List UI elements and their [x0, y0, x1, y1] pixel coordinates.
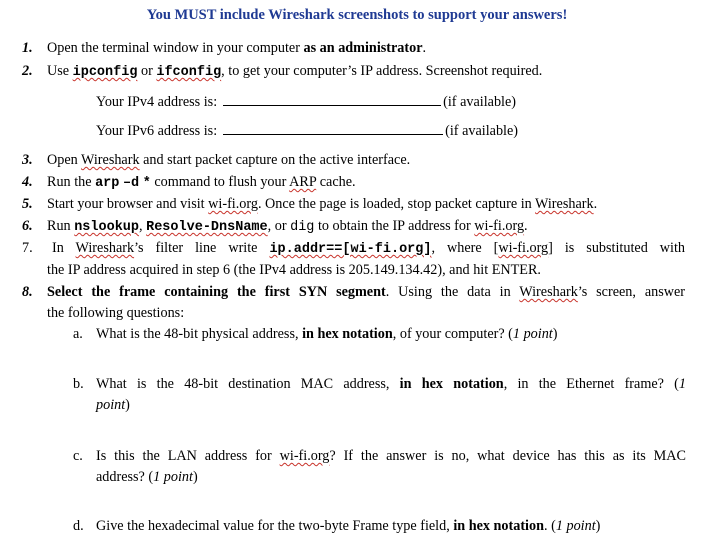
question-d [96, 517, 600, 535]
item-3-text: Open [47, 152, 82, 168]
item-4-rest: cache. [316, 174, 356, 190]
item-4 [47, 173, 356, 193]
question-a-bold: in hex notation [302, 326, 393, 342]
question-b-text: What is the 48-bit destination MAC address, [96, 376, 400, 392]
item-7-wifi-org: wi-fi.org [498, 240, 549, 256]
question-c-end: ) [192, 469, 198, 485]
item-2 [47, 62, 542, 82]
ipv6-label: Your IPv6 address is: [96, 123, 218, 139]
item-1-number: 1. [22, 40, 33, 56]
item-3 [47, 151, 410, 169]
item-6-text: Run [47, 218, 75, 234]
item-6-number: 6. [22, 218, 33, 234]
ipv6-if-available: (if available) [445, 123, 519, 139]
question-b-justified [96, 375, 686, 393]
item-1-bold: as an administrator [303, 40, 423, 56]
item-5-text: Start your browser and visit [47, 196, 209, 212]
question-a-text: What is the 48-bit physical address, [96, 326, 303, 342]
item-1-text: Open the terminal window in your computer [47, 40, 304, 56]
question-b-end: ) [125, 397, 130, 413]
item-3-number: 3. [22, 152, 33, 168]
question-b-line1 [96, 375, 686, 393]
question-b-letter: b. [73, 376, 84, 392]
item-5-wifi-org: wi-fi.org [208, 196, 258, 212]
item-4-arp: ARP [289, 174, 317, 190]
item-7-substituted: ] is substituted with [548, 240, 685, 256]
question-c-line1 [96, 447, 686, 465]
item-7-filter: ’s filter line write [134, 240, 270, 256]
question-d-end: ) [595, 518, 601, 534]
question-c-wifi-org: wi-fi.org [279, 448, 330, 464]
question-c-points: 1 point [153, 469, 193, 485]
item-4-number: 4. [22, 174, 33, 190]
item-1 [47, 39, 426, 57]
item-8-justified [47, 283, 685, 301]
ipv4-line [96, 93, 516, 111]
item-5-mid: . Once the page is loaded, stop packet capture in [257, 196, 536, 212]
question-c-line2 [96, 468, 198, 486]
item-7-number: 7. [22, 240, 33, 256]
ipv4-blank [223, 93, 441, 106]
item-6 [47, 217, 528, 237]
item-2-text: Use [47, 63, 73, 79]
item-7-wireshark: Wireshark [75, 240, 135, 256]
ipv4-if-available: (if available) [443, 94, 517, 110]
ipconfig-command: ipconfig [72, 65, 138, 80]
question-d-letter: d. [73, 518, 84, 534]
filter-expression: ip.addr==[wi-fi.org] [269, 242, 432, 257]
arp-command: arp [95, 176, 120, 191]
item-5 [47, 195, 597, 213]
item-7-line2: the IP address acquired in step 6 (the IPv4 address is 205.149.134.42), and hit ENTER. [47, 262, 541, 278]
item-1-end: . [422, 40, 427, 56]
title-text: You MUST include Wireshark screenshots to support your answers! [146, 7, 568, 23]
item-3-rest: and start packet capture on the active interface. [139, 152, 411, 168]
item-8-text: . Using the data in [385, 284, 520, 300]
item-3-wireshark: Wireshark [81, 152, 140, 168]
question-c-letter: c. [73, 448, 83, 464]
question-d-points: 1 point [555, 518, 596, 534]
item-4-text: Run the [47, 174, 96, 190]
question-b-bold: in hex notation [399, 376, 504, 392]
ipv6-line [96, 122, 518, 140]
item-6-comma: , [139, 218, 147, 234]
item-5-wireshark: Wireshark [535, 196, 594, 212]
question-b-points: 1 [678, 376, 686, 392]
question-a-end: ) [552, 326, 558, 342]
item-2-or: or [137, 63, 157, 79]
ipv6-blank [223, 122, 443, 135]
question-c-justified [96, 447, 686, 465]
item-6-end: . [524, 218, 528, 234]
item-8-wireshark: Wireshark [519, 284, 578, 300]
item-6-wifi-org: wi-fi.org [474, 218, 525, 234]
ifconfig-command: ifconfig [156, 65, 222, 80]
question-b-point-word: point [96, 397, 126, 413]
question-a-mid: , of your computer? ( [392, 326, 513, 342]
item-8-line1 [47, 283, 685, 301]
item-8-number: 8. [22, 284, 33, 300]
question-c-address: address? ( [96, 469, 154, 485]
item-6-or: , or [267, 218, 291, 234]
nslookup-command: nslookup [74, 220, 140, 235]
page-title [0, 6, 714, 24]
item-8-line2: the following questions: [47, 305, 185, 321]
item-8-rest: ’s screen, answer [577, 284, 685, 300]
question-d-mid: . ( [544, 518, 556, 534]
question-a [96, 325, 557, 343]
item-7-text: In [52, 240, 76, 256]
item-8-bold: Select the frame containing the first SYN segment [47, 284, 386, 300]
item-5-end: . [593, 196, 598, 212]
question-c-text: Is this the LAN address for [96, 448, 280, 464]
question-d-text: Give the hexadecimal value for the two-byte Frame type field, [96, 518, 454, 534]
ipv4-label: Your IPv4 address is: [96, 94, 218, 110]
question-a-points: 1 point [512, 326, 553, 342]
arp-flag: –d [122, 176, 140, 191]
item-2-number: 2. [22, 63, 33, 79]
item-4-mid: command to flush your [150, 174, 290, 190]
question-c-rest: ? If the answer is no, what device has this as its MAC [329, 448, 687, 464]
question-b-mid: , in the Ethernet frame? ( [503, 376, 679, 392]
item-7-line1 [52, 239, 685, 259]
question-b-line2 [96, 396, 130, 414]
item-6-mid: to obtain the IP address for [314, 218, 475, 234]
question-a-letter: a. [73, 326, 83, 342]
dig-command: dig [290, 220, 315, 235]
arp-wildcard: * [142, 176, 151, 191]
item-5-number: 5. [22, 196, 33, 212]
question-d-bold: in hex notation [453, 518, 544, 534]
resolve-dnsname-command: Resolve-DnsName [146, 220, 268, 235]
item-7-where: , where [ [431, 240, 499, 256]
item-2-rest: , to get your computer’s IP address. Screenshot required. [221, 63, 543, 79]
item-7-justified [52, 239, 685, 259]
